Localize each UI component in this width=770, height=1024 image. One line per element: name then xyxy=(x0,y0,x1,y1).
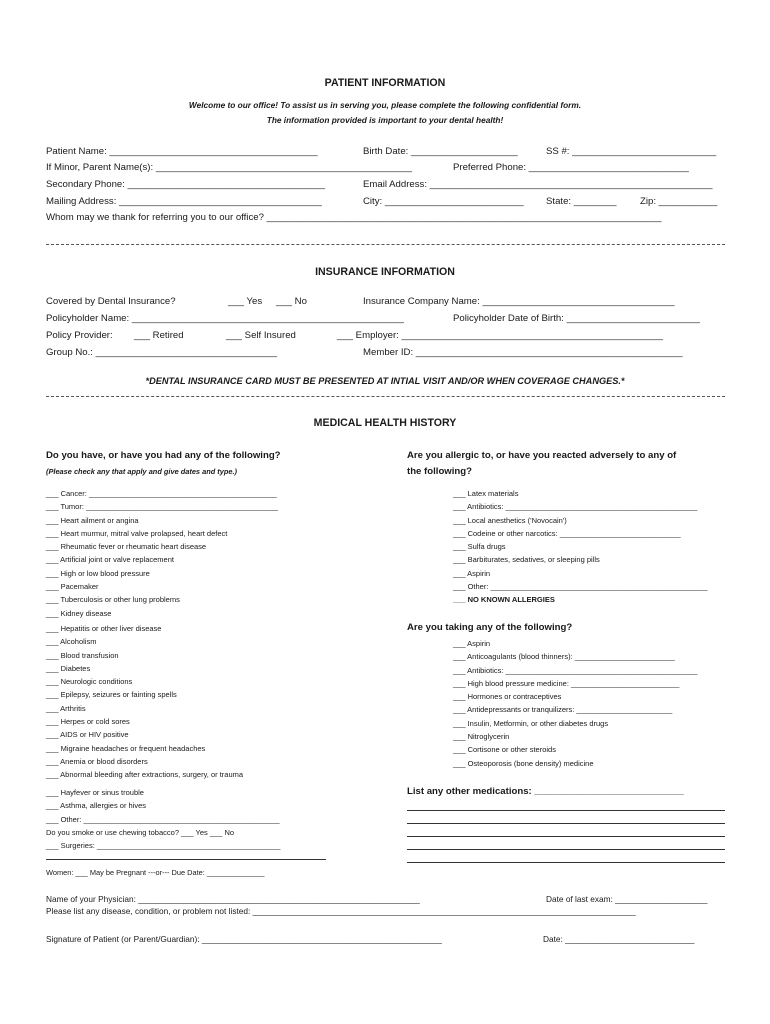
medication-blood-pressure[interactable]: ___ High blood pressure medicine: __________________________ xyxy=(453,678,680,688)
last-exam-date-field[interactable]: Date of last exam: ____________________ xyxy=(546,894,708,904)
condition-other[interactable]: ___ Other: _______________________________________________ xyxy=(46,814,280,824)
insurance-card-notice: *DENTAL INSURANCE CARD MUST BE PRESENTED AT INTIAL VISIT AND/OR WHEN COVERAGE CHANGES.* xyxy=(145,376,625,386)
medication-aspirin[interactable]: ___ Aspirin xyxy=(453,639,491,648)
section-divider xyxy=(46,396,725,397)
policy-provider-label: Policy Provider: xyxy=(46,330,113,341)
insurance-company-field[interactable]: Insurance Company Name: ____________________________________ xyxy=(363,296,675,307)
condition-hepatitis[interactable]: ___ Hepatitis or other liver disease xyxy=(46,624,162,633)
condition-arthritis[interactable]: ___ Arthritis xyxy=(46,703,86,713)
allergy-antibiotics[interactable]: ___ Antibiotics: ______________________________________________ xyxy=(453,502,698,512)
allergy-codeine[interactable]: ___ Codeine or other narcotics: _____________________________ xyxy=(453,528,681,538)
condition-pacemaker[interactable]: ___ Pacemaker xyxy=(46,582,99,592)
medication-line[interactable] xyxy=(407,862,725,863)
welcome-line-2: The information provided is important to your dental health! xyxy=(266,115,504,125)
condition-tuberculosis[interactable]: ___ Tuberculosis or other lung problems xyxy=(46,595,180,605)
provider-retired-option[interactable]: ___ Retired xyxy=(134,330,184,341)
no-known-allergies-option[interactable]: ___ NO KNOWN ALLERGIES xyxy=(453,595,555,605)
conditions-question: Do you have, or have you had any of the following? xyxy=(46,450,281,461)
conditions-note: (Please check any that apply and give dates and type.) xyxy=(46,467,237,476)
medication-antibiotics[interactable]: ___ Antibiotics: ______________________________________________ xyxy=(453,665,698,675)
provider-self-insured-option[interactable]: ___ Self Insured xyxy=(226,330,296,341)
policyholder-dob-field[interactable]: Policyholder Date of Birth: _________________________ xyxy=(453,313,700,324)
conditions-list-c xyxy=(46,786,280,852)
condition-neurologic[interactable]: ___ Neurologic conditions xyxy=(46,677,133,687)
patient-name-field[interactable]: Patient Name: _______________________________________ xyxy=(46,146,318,157)
birth-date-field[interactable]: Birth Date: ____________________ xyxy=(363,146,518,157)
allergy-local-anesthetics[interactable]: ___ Local anesthetics ('Novocain') xyxy=(453,515,567,525)
medication-anticoagulants[interactable]: ___ Anticoagulants (blood thinners): ________________________ xyxy=(453,652,675,662)
condition-alcoholism[interactable]: ___ Alcoholism xyxy=(46,637,97,647)
allergy-other[interactable]: ___ Other: ____________________________________________________ xyxy=(453,582,708,592)
other-medications-field[interactable]: List any other medications: ____________________________ xyxy=(407,786,684,797)
condition-aids-hiv[interactable]: ___ AIDS or HIV positive xyxy=(46,730,129,740)
surgeries-extra-line[interactable] xyxy=(46,859,326,860)
state-field[interactable]: State: ________ xyxy=(546,196,617,207)
referral-field[interactable]: Whom may we thank for referring you to our office? __________________________________________________________________________ xyxy=(46,212,662,223)
ss-number-field[interactable]: SS #: ___________________________ xyxy=(546,146,717,157)
medications-question: Are you taking any of the following? xyxy=(407,622,573,633)
allergy-barbiturates[interactable]: ___ Barbiturates, sedatives, or sleeping pills xyxy=(453,555,600,565)
insurance-yes-option[interactable]: ___ Yes xyxy=(228,296,263,307)
condition-blood-pressure[interactable]: ___ High or low blood pressure xyxy=(46,568,150,578)
condition-hayfever[interactable]: ___ Hayfever or sinus trouble xyxy=(46,788,144,797)
medication-diabetes-drugs[interactable]: ___ Insulin, Metformin, or other diabetes drugs xyxy=(453,718,609,728)
allergies-question-line-1: Are you allergic to, or have you reacted adversely to any of xyxy=(407,450,677,461)
condition-kidney-disease[interactable]: ___ Kidney disease xyxy=(46,608,112,618)
signature-date-field[interactable]: Date: ____________________________ xyxy=(543,934,695,944)
condition-epilepsy[interactable]: ___ Epilepsy, seizures or fainting spells xyxy=(46,690,177,700)
allergies-list xyxy=(453,487,707,607)
medication-osteoporosis[interactable]: ___ Osteoporosis (bone density) medicine xyxy=(453,758,594,768)
allergy-latex[interactable]: ___ Latex materials xyxy=(453,489,519,498)
member-id-field[interactable]: Member ID: __________________________________________________ xyxy=(363,347,683,358)
email-address-field[interactable]: Email Address: _____________________________________________________ xyxy=(363,179,713,190)
condition-tumor[interactable]: ___ Tumor: ______________________________________________ xyxy=(46,502,278,512)
medications-list xyxy=(453,637,697,770)
condition-blood-transfusion[interactable]: ___ Blood transfusion xyxy=(46,650,119,660)
tobacco-question[interactable]: Do you smoke or use chewing tobacco? ___ Yes ___ No xyxy=(46,827,235,837)
unlisted-conditions-field[interactable]: Please list any disease, condition, or problem not listed: ___________________________________________________________________________________ xyxy=(46,906,636,916)
condition-cancer[interactable]: ___ Cancer: _____________________________________________ xyxy=(46,489,277,498)
condition-abnormal-bleeding[interactable]: ___ Abnormal bleeding after extractions, surgery, or trauma xyxy=(46,770,244,780)
condition-diabetes[interactable]: ___ Diabetes xyxy=(46,663,91,673)
medication-nitroglycerin[interactable]: ___ Nitroglycerin xyxy=(453,732,510,742)
conditions-list-a xyxy=(46,487,278,620)
provider-employer-field[interactable]: ___ Employer: _________________________________________________ xyxy=(337,330,663,341)
medication-line[interactable] xyxy=(407,823,725,824)
preferred-phone-field[interactable]: Preferred Phone: ______________________________ xyxy=(453,162,689,173)
insurance-title: INSURANCE INFORMATION xyxy=(315,266,455,278)
allergy-aspirin[interactable]: ___ Aspirin xyxy=(453,568,491,578)
conditions-list-b xyxy=(46,622,243,782)
mailing-address-field[interactable]: Mailing Address: ______________________________________ xyxy=(46,196,322,207)
covered-by-insurance-label: Covered by Dental Insurance? xyxy=(46,296,176,307)
secondary-phone-field[interactable]: Secondary Phone: _____________________________________ xyxy=(46,179,326,190)
condition-surgeries[interactable]: ___ Surgeries: ____________________________________________ xyxy=(46,841,281,851)
condition-asthma[interactable]: ___ Asthma, allergies or hives xyxy=(46,801,147,811)
signature-field[interactable]: Signature of Patient (or Parent/Guardian): ____________________________________________________ xyxy=(46,934,442,944)
policyholder-name-field[interactable]: Policyholder Name: ___________________________________________________ xyxy=(46,313,404,324)
condition-migraine[interactable]: ___ Migraine headaches or frequent headaches xyxy=(46,743,206,753)
group-number-field[interactable]: Group No.: __________________________________ xyxy=(46,347,277,358)
condition-artificial-joint[interactable]: ___ Artificial joint or valve replacement xyxy=(46,555,174,565)
medication-hormones[interactable]: ___ Hormones or contraceptives xyxy=(453,692,562,702)
condition-heart-murmur[interactable]: ___ Heart murmur, mitral valve prolapsed, heart defect xyxy=(46,528,228,538)
physician-name-field[interactable]: Name of your Physician: _____________________________________________________________ xyxy=(46,894,420,904)
medication-line[interactable] xyxy=(407,810,725,811)
section-divider xyxy=(46,244,725,245)
medication-cortisone[interactable]: ___ Cortisone or other steroids xyxy=(453,745,556,755)
city-field[interactable]: City: __________________________ xyxy=(363,196,524,207)
medication-line[interactable] xyxy=(407,849,725,850)
condition-heart-ailment[interactable]: ___ Heart ailment or angina xyxy=(46,515,139,525)
zip-field[interactable]: Zip: ___________ xyxy=(640,196,718,207)
medication-line[interactable] xyxy=(407,836,725,837)
insurance-no-option[interactable]: ___ No xyxy=(276,296,307,307)
allergy-sulfa[interactable]: ___ Sulfa drugs xyxy=(453,542,506,552)
medical-history-title: MEDICAL HEALTH HISTORY xyxy=(313,417,457,429)
allergies-question-line-2: the following? xyxy=(407,466,473,477)
minor-parent-names-field[interactable]: If Minor, Parent Name(s): ________________________________________________ xyxy=(46,162,412,173)
welcome-line-1: Welcome to our office! To assist us in serving you, please complete the following confidential form. xyxy=(188,100,582,110)
condition-anemia[interactable]: ___ Anemia or blood disorders xyxy=(46,756,148,766)
medication-antidepressants[interactable]: ___ Antidepressants or tranquilizers: _______________________ xyxy=(453,705,673,715)
condition-herpes[interactable]: ___ Herpes or cold sores xyxy=(46,717,130,727)
condition-rheumatic-fever[interactable]: ___ Rheumatic fever or rheumatic heart disease xyxy=(46,542,207,552)
patient-info-title: PATIENT INFORMATION xyxy=(324,77,446,89)
women-pregnancy-field[interactable]: Women: ___ May be Pregnant ---or--- Due Date: ______________ xyxy=(46,868,265,877)
